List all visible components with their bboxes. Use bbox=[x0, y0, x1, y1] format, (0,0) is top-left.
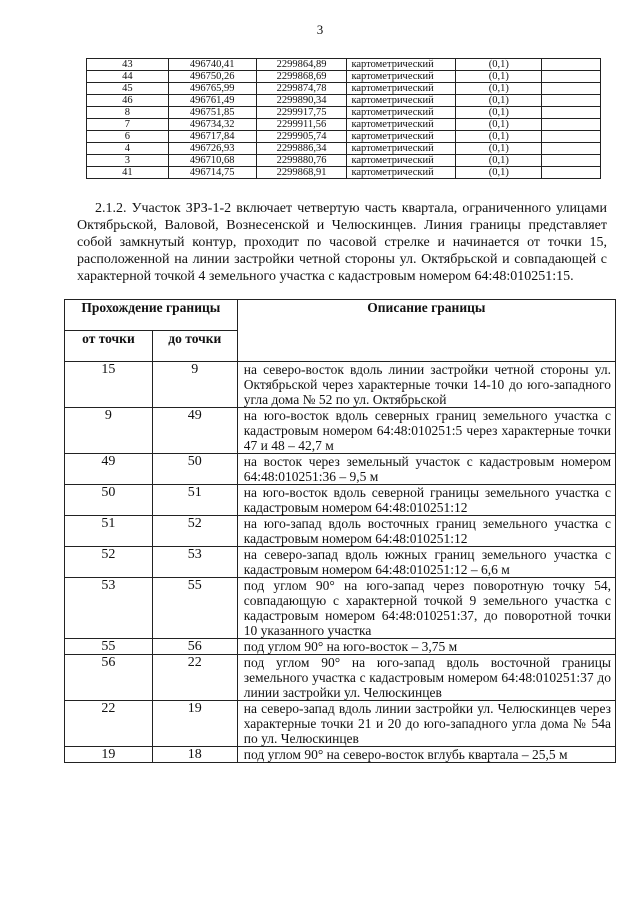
y-coordinate-cell: 2299911,56 bbox=[256, 119, 347, 131]
y-coordinate-cell: 2299864,89 bbox=[256, 59, 347, 71]
table-row bbox=[87, 119, 601, 131]
from-point-cell: 56 bbox=[65, 655, 153, 701]
x-coordinate-cell: 496750,26 bbox=[168, 71, 256, 83]
from-point-cell: 55 bbox=[65, 639, 153, 655]
method-cell: картометрический bbox=[347, 95, 456, 107]
method-cell: картометрический bbox=[347, 155, 456, 167]
description-cell: на юго-запад вдоль восточных границ земельного участка с кадастровым номером 64:48:010251:12 bbox=[237, 516, 615, 547]
x-coordinate-cell: 496710,68 bbox=[168, 155, 256, 167]
x-coordinate-cell: 496740,41 bbox=[168, 59, 256, 71]
x-coordinate-cell: 496734,32 bbox=[168, 119, 256, 131]
page-number: 3 bbox=[316, 22, 324, 37]
accuracy-cell: (0,1) bbox=[456, 155, 542, 167]
method-cell: картометрический bbox=[347, 119, 456, 131]
accuracy-cell: (0,1) bbox=[456, 83, 542, 95]
to-point-cell: 51 bbox=[152, 485, 237, 516]
y-coordinate-cell: 2299917,75 bbox=[256, 107, 347, 119]
method-cell: картометрический bbox=[347, 71, 456, 83]
from-point-cell: 19 bbox=[65, 747, 153, 763]
from-point-cell: 22 bbox=[65, 701, 153, 747]
accuracy-cell: (0,1) bbox=[456, 143, 542, 155]
point-cell: 43 bbox=[87, 59, 169, 71]
accuracy-cell: (0,1) bbox=[456, 119, 542, 131]
method-cell: картометрический bbox=[347, 59, 456, 71]
border-description-table bbox=[64, 299, 616, 763]
point-cell: 46 bbox=[87, 95, 169, 107]
description-cell: под углом 90° на юго-восток – 3,75 м bbox=[237, 639, 615, 655]
table-row bbox=[87, 143, 601, 155]
point-cell: 3 bbox=[87, 155, 169, 167]
table-row bbox=[65, 408, 616, 454]
blank-cell-cell bbox=[542, 83, 601, 95]
y-coordinate-cell: 2299868,69 bbox=[256, 71, 347, 83]
to-point-cell: 52 bbox=[152, 516, 237, 547]
x-coordinate-cell: 496714,75 bbox=[168, 167, 256, 179]
accuracy-cell: (0,1) bbox=[456, 167, 542, 179]
accuracy-cell: (0,1) bbox=[456, 107, 542, 119]
blank-cell-cell bbox=[542, 155, 601, 167]
to-point-cell: 56 bbox=[152, 639, 237, 655]
blank-cell-cell bbox=[542, 59, 601, 71]
method-cell: картометрический bbox=[347, 107, 456, 119]
blank-cell-cell bbox=[542, 107, 601, 119]
accuracy-cell: (0,1) bbox=[456, 95, 542, 107]
table-row bbox=[65, 639, 616, 655]
method-cell: картометрический bbox=[347, 83, 456, 95]
x-coordinate-cell: 496765,99 bbox=[168, 83, 256, 95]
table-row bbox=[65, 362, 616, 408]
blank-cell-cell bbox=[542, 143, 601, 155]
table-row bbox=[87, 71, 601, 83]
table-row bbox=[65, 655, 616, 701]
method-cell: картометрический bbox=[347, 131, 456, 143]
method-cell: картометрический bbox=[347, 167, 456, 179]
point-cell: 4 bbox=[87, 143, 169, 155]
coordinates-table bbox=[86, 58, 601, 179]
point-cell: 45 bbox=[87, 83, 169, 95]
table-row bbox=[87, 95, 601, 107]
table-row bbox=[65, 485, 616, 516]
to-point-cell: 22 bbox=[152, 655, 237, 701]
from-point-cell: 9 bbox=[65, 408, 153, 454]
y-coordinate-cell: 2299880,76 bbox=[256, 155, 347, 167]
description-cell: под углом 90° на юго-запад через поворотную точку 54, совпадающую с характерной точкой 9 земельного участка с кадастровым номером 64:48:010251:37, до поворотной точки 10 указанного участка bbox=[237, 578, 615, 639]
table-row bbox=[87, 167, 601, 179]
table-row bbox=[87, 107, 601, 119]
description-cell: на юго-восток вдоль северной границы земельного участка с кадастровым номером 64:48:010251:12 bbox=[237, 485, 615, 516]
table-row bbox=[87, 83, 601, 95]
method-cell: картометрический bbox=[347, 143, 456, 155]
header-description: Описание границы bbox=[237, 300, 615, 362]
point-cell: 44 bbox=[87, 71, 169, 83]
accuracy-cell: (0,1) bbox=[456, 131, 542, 143]
x-coordinate-cell: 496761,49 bbox=[168, 95, 256, 107]
table-row bbox=[65, 454, 616, 485]
description-cell: под углом 90° на северо-восток вглубь квартала – 25,5 м bbox=[237, 747, 615, 763]
to-point-cell: 19 bbox=[152, 701, 237, 747]
table-row bbox=[65, 516, 616, 547]
table-row bbox=[87, 131, 601, 143]
x-coordinate-cell: 496717,84 bbox=[168, 131, 256, 143]
description-cell: на восток через земельный участок с кадастровым номером 64:48:010251:36 – 9,5 м bbox=[237, 454, 615, 485]
from-point-cell: 49 bbox=[65, 454, 153, 485]
blank-cell-cell bbox=[542, 95, 601, 107]
y-coordinate-cell: 2299886,34 bbox=[256, 143, 347, 155]
header-from: от точки bbox=[65, 331, 153, 362]
point-cell: 6 bbox=[87, 131, 169, 143]
table-row bbox=[65, 747, 616, 763]
description-cell: на северо-запад вдоль южных границ земельного участка с кадастровым номером 64:48:010251:12 – 6,6 м bbox=[237, 547, 615, 578]
x-coordinate-cell: 496751,85 bbox=[168, 107, 256, 119]
blank-cell-cell bbox=[542, 119, 601, 131]
to-point-cell: 18 bbox=[152, 747, 237, 763]
y-coordinate-cell: 2299905,74 bbox=[256, 131, 347, 143]
accuracy-cell: (0,1) bbox=[456, 59, 542, 71]
section-paragraph: 2.1.2. Участок ЗРЗ-1-2 включает четвертую часть квартала, ограниченного улицами Октябрьской, Валовой, Вознесенской и Челюскинцев. Линия границы представляет собой замкнутый контур, проходит по часовой стрелке и начинается от точки 15, расположенной на линии застройки четной стороны ул. Октябрьской и совпадающей с характерной точкой 4 земельного участка с кадастровым номером 64:48:010251:15. bbox=[77, 201, 607, 284]
to-point-cell: 9 bbox=[152, 362, 237, 408]
from-point-cell: 15 bbox=[65, 362, 153, 408]
accuracy-cell: (0,1) bbox=[456, 71, 542, 83]
to-point-cell: 55 bbox=[152, 578, 237, 639]
table-row bbox=[65, 701, 616, 747]
blank-cell-cell bbox=[542, 71, 601, 83]
table-row bbox=[65, 578, 616, 639]
to-point-cell: 53 bbox=[152, 547, 237, 578]
table-row bbox=[65, 547, 616, 578]
table-row bbox=[87, 59, 601, 71]
description-cell: под углом 90° на юго-запад вдоль восточной границы земельного участка с кадастровым номером 64:48:010251:37 до линии застройки ул. Челюскинцев bbox=[237, 655, 615, 701]
point-cell: 7 bbox=[87, 119, 169, 131]
to-point-cell: 49 bbox=[152, 408, 237, 454]
blank-cell-cell bbox=[542, 167, 601, 179]
description-cell: на северо-запад вдоль линии застройки ул. Челюскинцев через характерные точки 21 и 20 до юго-западного угла дома № 54а по ул. Челюскинцев bbox=[237, 701, 615, 747]
description-cell: на юго-восток вдоль северных границ земельного участка с кадастровым номером 64:48:010251:5 через характерные точки 47 и 48 – 42,7 м bbox=[237, 408, 615, 454]
from-point-cell: 53 bbox=[65, 578, 153, 639]
point-cell: 41 bbox=[87, 167, 169, 179]
from-point-cell: 50 bbox=[65, 485, 153, 516]
blank-cell-cell bbox=[542, 131, 601, 143]
from-point-cell: 51 bbox=[65, 516, 153, 547]
point-cell: 8 bbox=[87, 107, 169, 119]
to-point-cell: 50 bbox=[152, 454, 237, 485]
y-coordinate-cell: 2299890,34 bbox=[256, 95, 347, 107]
description-cell: на северо-восток вдоль линии застройки четной стороны ул. Октябрьской через характерные точки 14-10 до юго-западного угла дома № 52 по ул. Октябрьской bbox=[237, 362, 615, 408]
header-to: до точки bbox=[152, 331, 237, 362]
from-point-cell: 52 bbox=[65, 547, 153, 578]
y-coordinate-cell: 2299874,78 bbox=[256, 83, 347, 95]
y-coordinate-cell: 2299868,91 bbox=[256, 167, 347, 179]
table-row bbox=[87, 155, 601, 167]
header-passage: Прохождение границы bbox=[65, 300, 238, 331]
x-coordinate-cell: 496726,93 bbox=[168, 143, 256, 155]
